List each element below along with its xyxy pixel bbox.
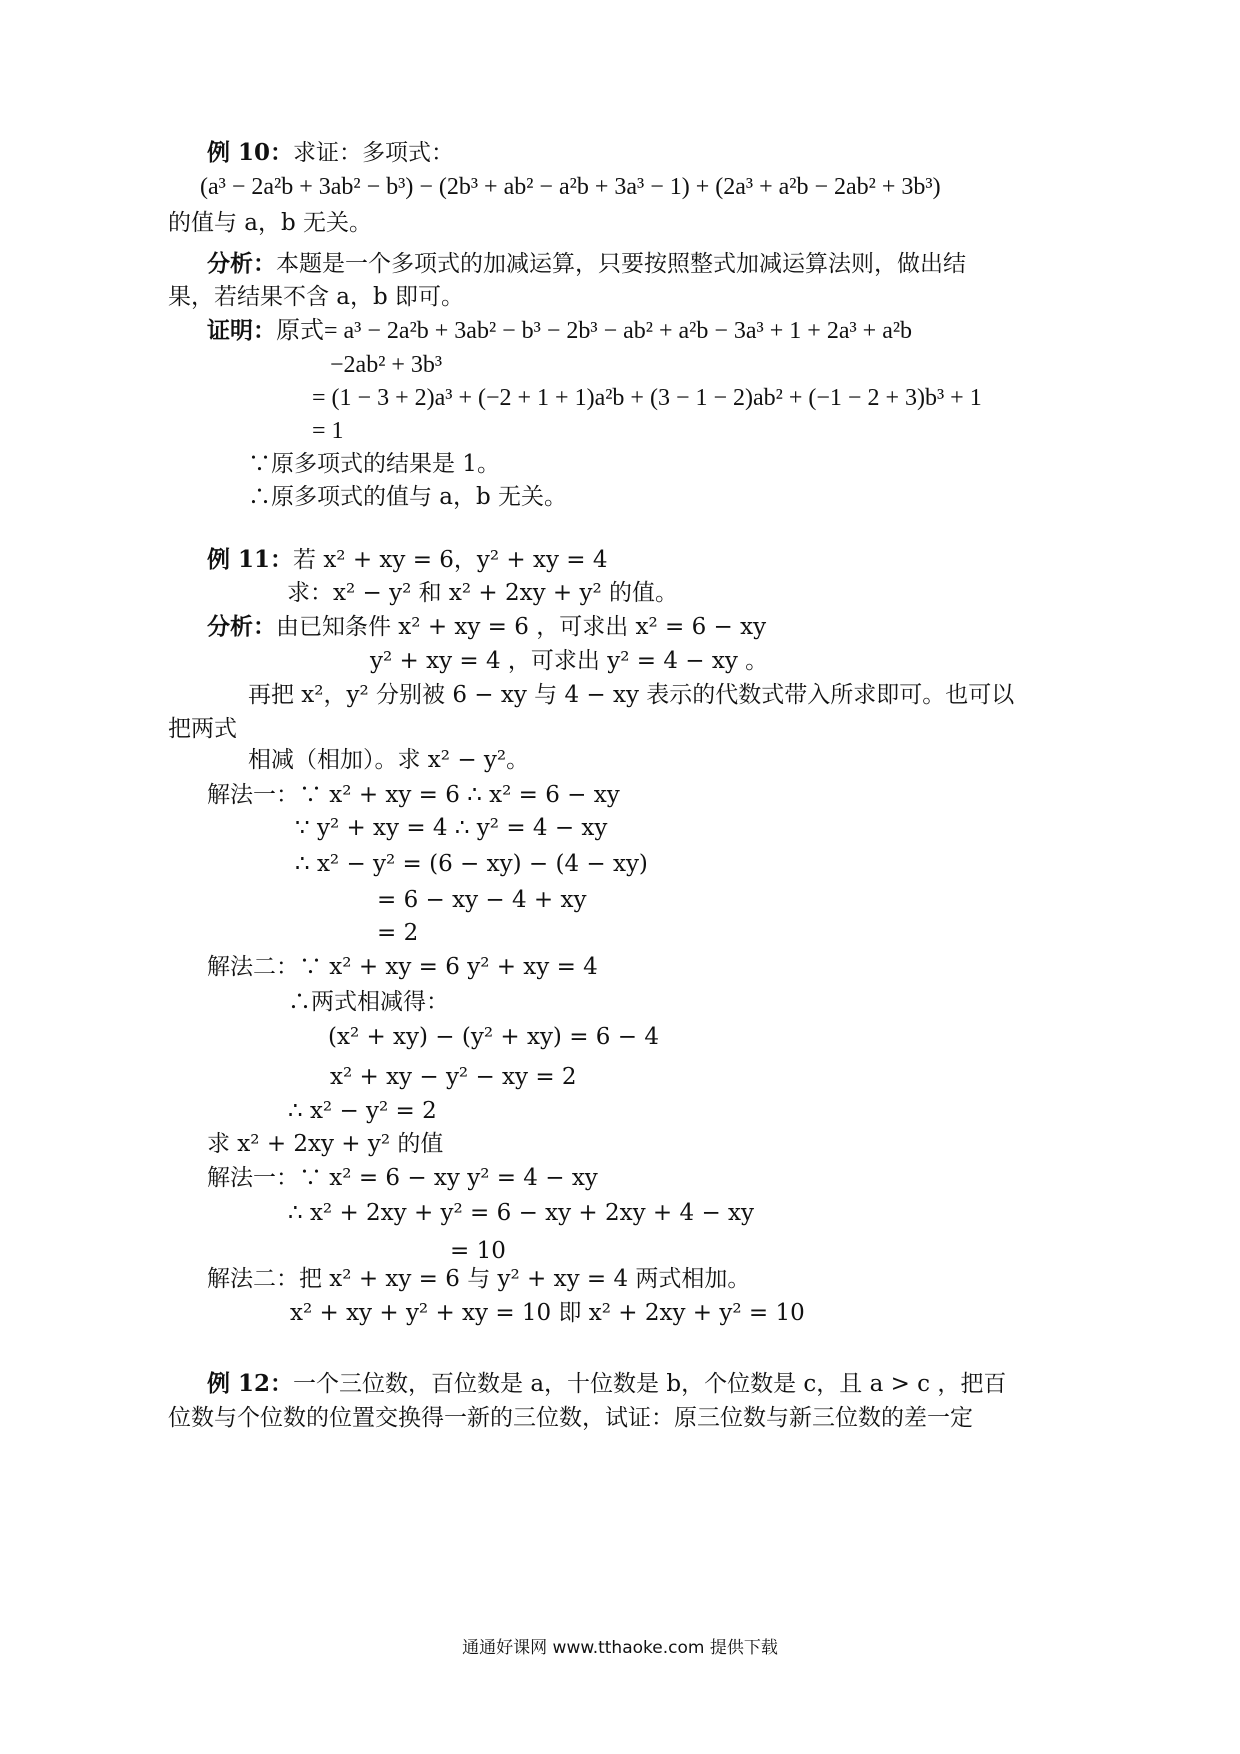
ex11-s2-line4: x² + xy − y² − xy = 2 xyxy=(330,1064,577,1090)
ex10-expression: (a³ − 2a²b + 3ab² − b³) − (2b³ + ab² − a²b + 3a³ − 1) + (2a³ + a²b − 2ab² + 3b³) xyxy=(200,174,941,200)
ex11-s1-line5: = 2 xyxy=(377,920,419,946)
ex12-label: 例 12： xyxy=(207,1370,294,1397)
ex11-analysis-label: 分析： xyxy=(207,613,276,640)
ex10-analysis-2: 果，若结果不含 a，b 即可。 xyxy=(168,284,465,310)
ex11-t1-line3: = 10 xyxy=(450,1238,506,1264)
ex11-s2-line2: ∴两式相减得： xyxy=(288,989,449,1015)
ex11-t1-line2: ∴ x² + 2xy + y² = 6 − xy + 2xy + 4 − xy xyxy=(288,1200,754,1226)
ex10-analysis-label: 分析： xyxy=(207,250,276,277)
ex11-question-2: 求 x² + 2xy + y² 的值 xyxy=(207,1131,444,1157)
ex10-heading xyxy=(207,138,454,168)
page-footer: 通通好课网 www.tthaoke.com 提供下载 xyxy=(462,1638,778,1658)
ex11-s2-line3: (x² + xy) − (y² + xy) = 6 − 4 xyxy=(328,1024,659,1050)
ex10-tail: 的值与 a，b 无关。 xyxy=(168,210,373,236)
ex11-analysis-5: 相减（相加）。求 x² − y²。 xyxy=(248,747,530,773)
ex10-label: 例 10： xyxy=(207,139,294,166)
ex10-proof-2: −2ab² + 3b³ xyxy=(330,352,443,378)
ex10-because: ∵原多项式的结果是 1。 xyxy=(248,451,500,477)
ex10-proof-text-1: 原式= a³ − 2a²b + 3ab² − b³ − 2b³ − ab² + a²b − 3a³ + 1 + 2a³ + a²b xyxy=(276,318,913,344)
ex10-proof-1 xyxy=(207,316,912,346)
ex10-analysis-1 xyxy=(207,249,966,279)
ex10-proof-label: 证明： xyxy=(207,317,276,344)
ex11-analysis-2: y² + xy = 4 ，可求出 y² = 4 − xy 。 xyxy=(370,648,769,674)
ex11-s2-line1: 解法二：∵ x² + xy = 6 y² + xy = 4 xyxy=(207,954,598,980)
ex11-analysis-3: 再把 x²，y² 分别被 6 − xy 与 4 − xy 表示的代数式带入所求即可。也可以 xyxy=(248,682,1015,708)
ex10-proof-3: = (1 − 3 + 2)a³ + (−2 + 1 + 1)a²b + (3 − 1 − 2)ab² + (−1 − 2 + 3)b³ + 1 xyxy=(312,385,982,411)
ex11-ask: 求：x² − y² 和 x² + 2xy + y² 的值。 xyxy=(287,580,679,606)
ex11-s1-line1: 解法一：∵ x² + xy = 6 ∴ x² = 6 − xy xyxy=(207,782,620,808)
ex12-line2: 位数与个位数的位置交换得一新的三位数，试证：原三位数与新三位数的差一定 xyxy=(168,1405,973,1431)
ex11-t2-line1: 解法二：把 x² + xy = 6 与 y² + xy = 4 两式相加。 xyxy=(207,1266,751,1292)
ex11-analysis-text-1: 由已知条件 x² + xy = 6 ，可求出 x² = 6 − xy xyxy=(276,614,767,640)
ex10-text: 求证：多项式： xyxy=(293,140,455,166)
ex12-text-1: 一个三位数，百位数是 a，十位数是 b，个位数是 c，且 a > c ，把百 xyxy=(293,1371,1007,1397)
ex12-line1 xyxy=(207,1369,1006,1399)
ex11-given: 若 x² + xy = 6，y² + xy = 4 xyxy=(293,547,608,573)
ex11-heading xyxy=(207,545,608,575)
ex10-analysis-text-1: 本题是一个多项式的加减运算，只要按照整式加减运算法则，做出结 xyxy=(276,251,966,277)
ex11-analysis-1 xyxy=(207,612,766,642)
ex11-s1-line3: ∴ x² − y² = (6 − xy) − (4 − xy) xyxy=(295,851,648,877)
ex10-therefore: ∴原多项式的值与 a，b 无关。 xyxy=(248,484,568,510)
ex11-t1-line1: 解法一：∵ x² = 6 − xy y² = 4 − xy xyxy=(207,1165,598,1191)
ex11-s1-line4: = 6 − xy − 4 + xy xyxy=(377,887,587,913)
ex11-s1-line2: ∵ y² + xy = 4 ∴ y² = 4 − xy xyxy=(295,815,608,841)
ex10-proof-4: = 1 xyxy=(312,418,344,444)
ex11-analysis-4: 把两式 xyxy=(168,716,237,742)
ex11-t2-line2: x² + xy + y² + xy = 10 即 x² + 2xy + y² = 10 xyxy=(290,1300,805,1326)
ex11-s2-line5: ∴ x² − y² = 2 xyxy=(288,1098,437,1124)
ex11-label: 例 11： xyxy=(207,546,294,573)
